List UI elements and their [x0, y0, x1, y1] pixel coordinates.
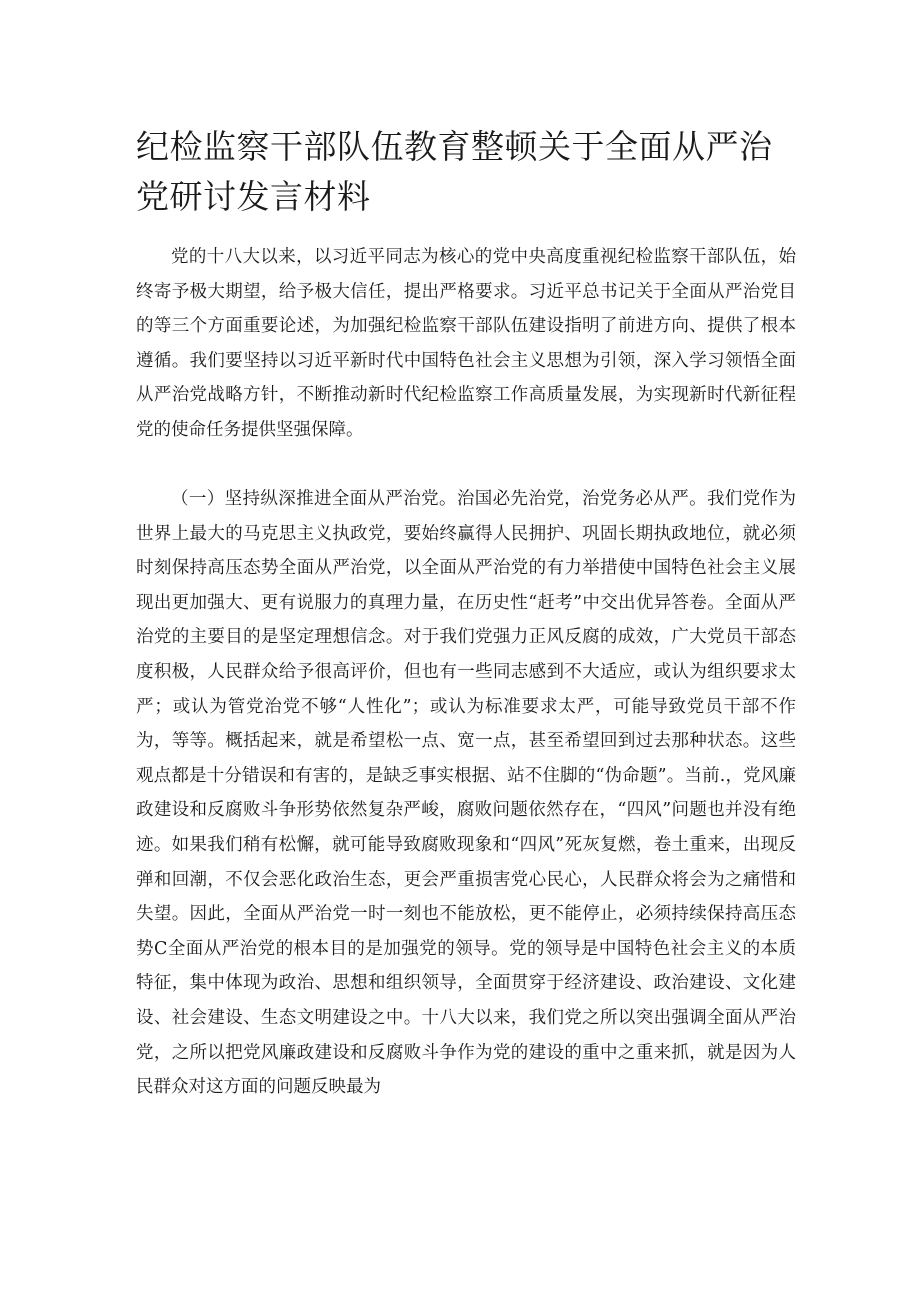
paragraph-section-one: （一）坚持纵深推进全面从严治党。治国必先治党，治党务必从严。我们党作为世界上最大的马克思主义执政党，要始终赢得人民拥护、巩固长期执政地位，就必须时刻保持高压态势全面从严治党，以全面从严治党的有力举措使中国特色社会主义展现出更加强大、更有说服力的真理力量，在历史性“赶考”中交出优异答卷。全面从严治党的主要目的是坚定理想信念。对于我们党强力正风反腐的成效，广大党员干部态度积极，人民群众给予很高评价，但也有一些同志感到不大适应，或认为组织要求太严；或认为管党治党不够“人性化”；或认为标准要求太严，可能导致党员干部不作为，等等。概括起来，就是希望松一点、宽一点，甚至希望回到过去那种状态。这些观点都是十分错误和有害的，是缺乏事实根据、站不住脚的“伪命题”。当前.，党风廉政建设和反腐败斗争形势依然复杂严峻，腐败问题依然存在，“四风”问题也并没有绝迹。如果我们稍有松懈，就可能导致腐败现象和“四风”死灰复燃，卷土重来，出现反弹和回潮，不仅会恶化政治生态，更会严重损害党心民心，人民群众将会为之痛惜和失望。因此，全面从严治党一时一刻也不能放松，更不能停止，必须持续保持高压态势C全面从严治党的根本目的是加强党的领导。党的领导是中国特色社会主义的本质特征，集中体现为政治、思想和组织领导，全面贯穿于经济建设、政治建设、文化建设、社会建设、生态文明建设之中。十八大以来，我们党之所以突出强调全面从严治党，之所以把党风廉政建设和反腐败斗争作为党的建设的重中之重来抓，就是因为人民群众对这方面的问题反映最为 [136, 489, 796, 1098]
document-title: 纪检监察干部队伍教育整顿关于全面从严治党研讨发言材料 [136, 127, 773, 216]
paragraph-intro: 党的十八大以来，以习近平同志为核心的党中央高度重视纪检监察干部队伍，始终寄予极大期望，给予极大信任，提出严格要求。习近平总书记关于全面从严治党目的等三个方面重要论述，为加强纪检监察干部队伍建设指明了前进方向、提供了根本遵循。我们要坚持以习近平新时代中国特色社会主义思想为引领，深入学习领悟全面从严治党战略方针，不断推动新时代纪检监察工作高质量发展，为实现新时代新征程党的使命任务提供坚强保障。 [136, 247, 796, 440]
